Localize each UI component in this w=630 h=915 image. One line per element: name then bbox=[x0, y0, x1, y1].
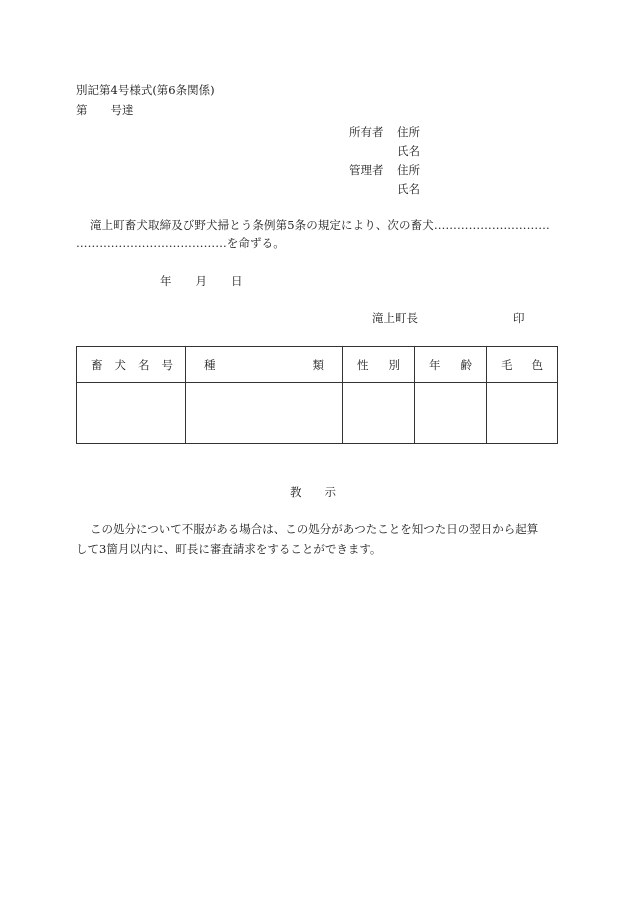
cell-breed[interactable] bbox=[186, 383, 343, 444]
date-year-label: 年 bbox=[160, 274, 172, 288]
date-month-label: 月 bbox=[195, 274, 207, 288]
document-number-label: 第 号達 bbox=[76, 103, 134, 117]
owner-name-label: 氏名 bbox=[397, 144, 420, 158]
dog-info-table bbox=[76, 346, 558, 444]
order-text-line-1: 滝上町畜犬取締及び野犬掃とう条例第5条の規定により、次の畜犬………………………… bbox=[90, 218, 550, 232]
manager-name-label: 氏名 bbox=[397, 182, 420, 196]
owner-address-label: 住所 bbox=[397, 125, 420, 139]
date-line bbox=[160, 275, 243, 289]
header-breed: 種 類 bbox=[186, 347, 343, 383]
header-sex: 性 別 bbox=[343, 347, 415, 383]
table-header-row bbox=[77, 347, 558, 383]
manager-address-label: 住所 bbox=[397, 163, 420, 177]
notice-title: 教 示 bbox=[290, 485, 336, 499]
issuer-title: 滝上町長 bbox=[372, 311, 418, 325]
cell-dog-name[interactable] bbox=[77, 383, 186, 444]
form-number-label: 別記第4号様式(第6条関係) bbox=[76, 83, 215, 97]
owner-role-label: 所有者 bbox=[349, 125, 384, 139]
cell-age[interactable] bbox=[415, 383, 487, 444]
header-coat-color: 毛 色 bbox=[487, 347, 558, 383]
notice-text-line-1: この処分について不服がある場合は、この処分があつたことを知つた日の翌日から起算 bbox=[90, 522, 539, 536]
header-dog-name: 畜 犬 名 号 bbox=[77, 347, 186, 383]
manager-role-label: 管理者 bbox=[349, 163, 384, 177]
seal-mark: 印 bbox=[513, 311, 525, 325]
header-age: 年 齢 bbox=[415, 347, 487, 383]
table-row bbox=[77, 383, 558, 444]
cell-sex[interactable] bbox=[343, 383, 415, 444]
order-text-line-2: …………………………………を命ずる。 bbox=[76, 236, 285, 250]
notice-text-line-2: して3箇月以内に、町長に審査請求をすることができます。 bbox=[76, 542, 382, 556]
date-day-label: 日 bbox=[231, 274, 243, 288]
cell-coat-color[interactable] bbox=[487, 383, 558, 444]
